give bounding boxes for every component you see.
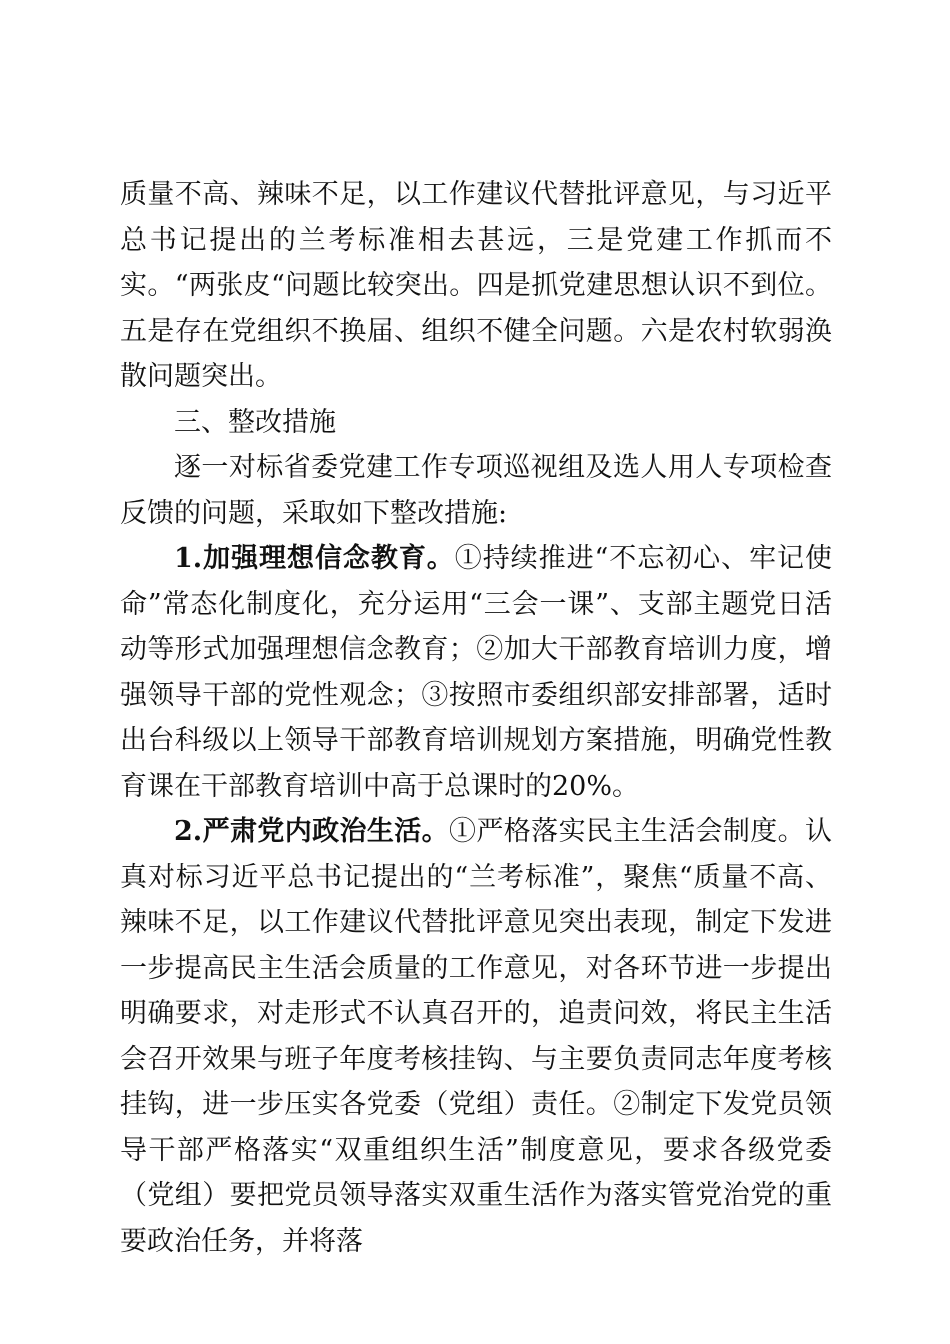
- measure-item-1: [120, 536, 832, 809]
- measure-item-2: [120, 809, 832, 1264]
- measure-item-2-body: ①严格落实民主生活会制度。认真对标习近平总书记提出的“兰考标准”，聚焦“质量不高、辣味不足，以工作建议代替批评意见突出表现，制定下发进一步提高民主生活会质量的工作意见，对各环节进一步提出明确要求，对走形式不认真召开的，追责问效，将民主生活会召开效果与班子年度考核挂钩、与主要负责同志年度考核挂钩，进一步压实各党委（党组）责任。②制定下发党员领导干部严格落实“双重组织生活”制度意见，要求各级党委（党组）要把党员领导落实双重生活作为落实管党治党的重要政治任务，并将落: [120, 816, 833, 1257]
- measure-item-1-lead: 1.加强理想信念教育。: [174, 543, 455, 574]
- continuation-paragraph: 质量不高、辣味不足，以工作建议代替批评意见，与习近平总书记提出的兰考标准相去甚远，三是党建工作抓而不实。“两张皮“问题比较突出。四是抓党建思想认识不到位。五是存在党组织不换届、组织不健全问题。六是农村软弱涣散问题突出。: [120, 179, 832, 392]
- document-body: [120, 172, 832, 1264]
- intro-paragraph: 逐一对标省委党建工作专项巡视组及选人用人专项检查反馈的问题，采取如下整改措施:: [120, 452, 832, 529]
- measure-item-1-body: ①持续推进“不忘初心、牢记使命”常态化制度化，充分运用“三会一课”、支部主题党日活动等形式加强理想信念教育；②加大干部教育培训力度，增强领导干部的党性观念；③按照市委组织部安排部署，适时出台科级以上领导干部教育培训规划方案措施，明确党性教育课在干部教育培训中高于总课时的20%。: [120, 543, 833, 802]
- measure-item-2-lead: 2.严肃党内政治生活。: [174, 816, 450, 847]
- section-heading: 三、整改措施: [174, 406, 336, 438]
